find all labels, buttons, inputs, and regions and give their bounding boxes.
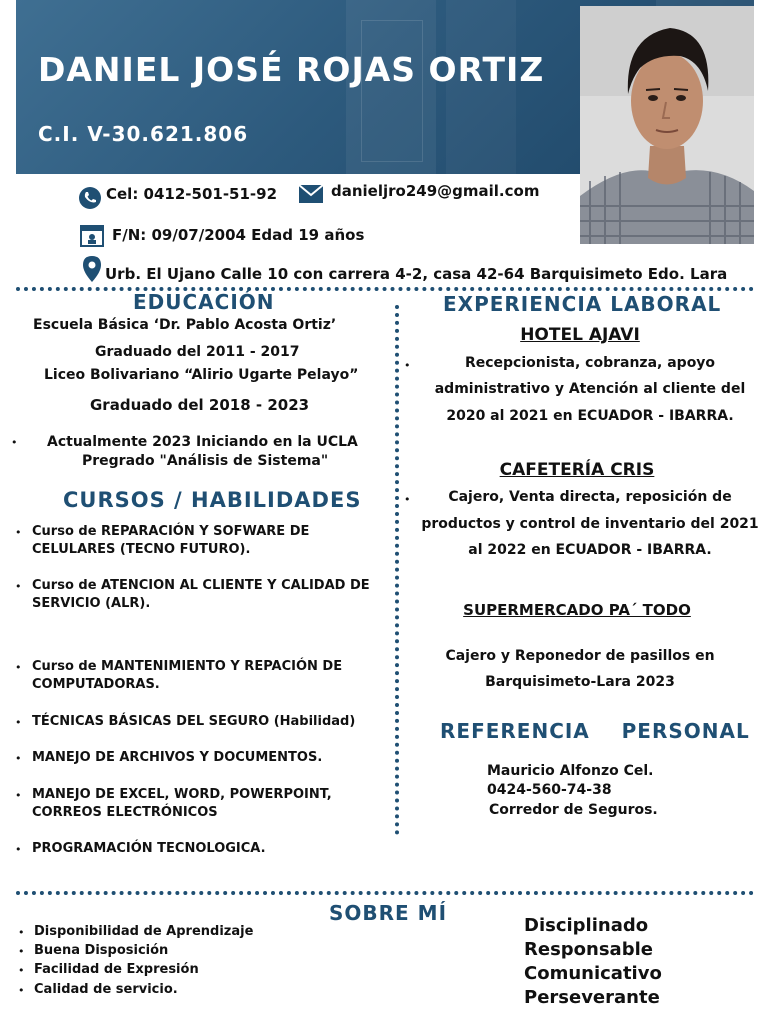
job-description: Barquisimeto-Lara 2023 [485,674,675,690]
phone-icon [78,186,102,214]
about-item: Facilidad de Expresión [34,962,199,977]
bullet: • [18,945,25,958]
bullet: • [404,493,411,506]
bullet: • [15,580,22,593]
location-icon [82,255,102,287]
course-item: COMPUTADORAS. [32,677,160,692]
bullet: • [15,789,22,802]
bullet: • [18,926,25,939]
education-current: Pregrado "Análisis de Sistema" [82,453,329,469]
divider [16,287,754,291]
divider [16,891,754,895]
reference-line: 0424-560-74-38 [487,782,612,798]
email-icon [298,184,324,208]
profile-photo [580,6,754,244]
course-item: PROGRAMACIÓN TECNOLOGICA. [32,841,266,856]
course-item: Curso de ATENCION AL CLIENTE Y CALIDAD DE [32,578,370,593]
education-current: Actualmente 2023 Iniciando en la UCLA [47,434,358,450]
courses-title: CURSOS / HABILIDADES [63,488,362,512]
traits-list [524,914,662,1010]
job-description: productos y control de inventario del 2021 [421,516,759,532]
about-title: SOBRE MÍ [329,901,448,925]
course-item: MANEJO DE EXCEL, WORD, POWERPOINT, [32,787,332,802]
reference-line: Mauricio Alfonzo Cel. [487,763,654,779]
bullet: • [15,526,22,539]
reference-line: Corredor de Seguros. [489,802,658,818]
course-item: MANEJO DE ARCHIVOS Y DOCUMENTOS. [32,750,323,765]
course-item: Curso de REPARACIÓN Y SOFWARE DE [32,524,310,539]
job-title: HOTEL AJAVI [520,325,640,345]
column-divider [395,305,399,835]
job-title: SUPERMERCADO PA´ TODO [463,601,691,619]
education-line: Liceo Bolivariano “Alirio Ugarte Pelayo” [44,367,359,383]
education-line: Graduado del 2011 - 2017 [95,344,300,360]
building-decoration [361,20,423,162]
bullet: • [11,436,18,449]
about-item: Calidad de servicio. [34,982,178,997]
job-description: Recepcionista, cobranza, apoyo [464,355,716,371]
course-item: Curso de MANTENIMIENTO Y REPACIÓN DE [32,659,343,674]
birth-date: F/N: 09/07/2004 Edad 19 años [112,226,365,244]
trait-item: Disciplinado [524,915,649,936]
course-item: CORREOS ELECTRÓNICOS [32,805,218,820]
home-address: Urb. El Ujano Calle 10 con carrera 4-2, casa 42-64 Barquisimeto Edo. Lara [105,265,728,283]
course-item: CELULARES (TECNO FUTURO). [32,542,251,557]
job-description: 2020 al 2021 en ECUADOR - IBARRA. [446,408,734,424]
experience-title: EXPERIENCIA LABORAL [443,292,722,316]
person-name: DANIEL JOSÉ ROJAS ORTIZ [38,50,545,89]
trait-item: Perseverante [524,987,660,1008]
job-title: CAFETERÍA CRIS [499,460,655,480]
about-item: Disponibilidad de Aprendizaje [34,924,254,939]
bullet: • [15,843,22,856]
calendar-icon [79,222,105,252]
education-title: EDUCACIÓN [133,290,275,314]
bullet: • [18,984,25,997]
course-item: TÉCNICAS BÁSICAS DEL SEGURO (Habilidad) [32,714,356,729]
bullet: • [15,661,22,674]
about-item: Buena Disposición [34,943,169,958]
education-line: Graduado del 2018 - 2023 [90,396,310,414]
bullet: • [404,359,411,372]
bullet: • [15,752,22,765]
job-description: Cajero y Reponedor de pasillos en [445,648,715,664]
education-line: Escuela Básica ‘Dr. Pablo Acosta Ortiz’ [33,317,337,333]
email-address[interactable]: danieljro249@gmail.com [331,182,540,200]
phone-number[interactable]: Cel: 0412-501-51-92 [106,185,278,203]
trait-item: Responsable [524,939,653,960]
course-item: SERVICIO (ALR). [32,596,151,611]
job-description: administrativo y Atención al cliente del [434,381,746,397]
job-description: al 2022 en ECUADOR - IBARRA. [468,542,712,558]
job-description: Cajero, Venta directa, reposición de [448,489,732,505]
id-number: C.I. V-30.621.806 [38,122,249,146]
bullet: • [15,716,22,729]
reference-title: REFERENCIA PERSONAL [440,719,750,743]
trait-item: Comunicativo [524,963,662,984]
bullet: • [18,964,25,977]
